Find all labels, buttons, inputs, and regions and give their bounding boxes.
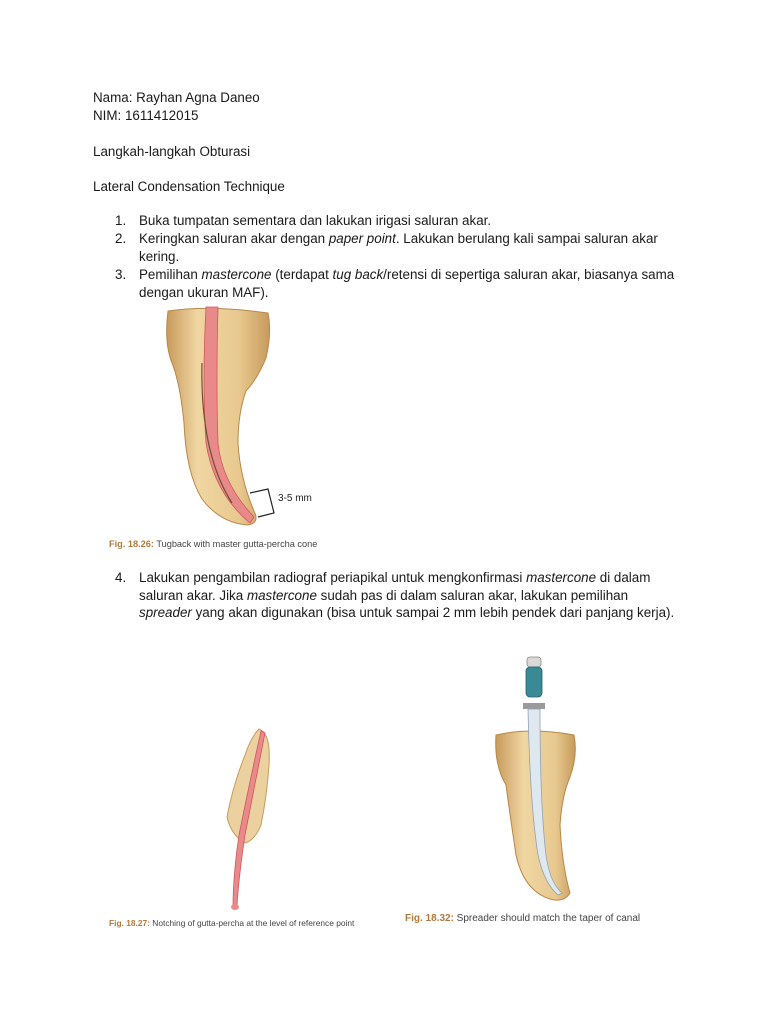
measurement-label: 3-5 mm [278, 493, 312, 504]
step-number: 4. [115, 570, 127, 585]
page-heading: Langkah-langkah Obturasi [93, 144, 251, 159]
spreader-collar [523, 703, 545, 709]
step-text: Keringkan saluran akar dengan paper point. Lakukan berulang kali sampai saluran akar kering. [139, 231, 658, 264]
spreader-handle-cap [527, 657, 541, 667]
cone-tip [231, 904, 239, 910]
student-name: Nama: Rayhan Agna Daneo [93, 90, 260, 105]
step-text: Buka tumpatan sementara dan lakukan irigasi saluran akar. [139, 213, 492, 228]
figure-caption: Fig. 18.26: Tugback with master gutta-percha cone [109, 539, 318, 549]
spreader-tooth-figure [490, 655, 590, 905]
step-text: Lakukan pengambilan radiograf periapikal untuk mengkonfirmasi mastercone di dalam saluran akar. Jika mastercone sudah pas di dalam saluran akar, lakukan pemilihan spreader yang akan digunakan (bisa untuk sampai 2 mm lebih pendek dari panjang kerja). [139, 570, 675, 621]
step-number: 2. [115, 231, 127, 246]
student-nim: NIM: 1611412015 [93, 108, 199, 123]
technique-title: Lateral Condensation Technique [93, 179, 285, 194]
figure-caption: Fig. 18.27: Notching of gutta-percha at the level of reference point [109, 918, 355, 928]
figure-caption: Fig. 18.32: Spreader should match the taper of canal [405, 913, 641, 924]
step-number: 3. [115, 267, 127, 282]
notching-tooth-figure [215, 725, 285, 915]
step-number: 1. [115, 213, 127, 228]
tugback-tooth-figure [150, 303, 370, 528]
step-text: Pemilihan mastercone (terdapat tug back/retensi di sepertiga saluran akar, biasanya sama dengan ukuran MAF). [139, 267, 675, 300]
tooth-shape [227, 729, 269, 843]
spreader-handle [526, 667, 542, 697]
